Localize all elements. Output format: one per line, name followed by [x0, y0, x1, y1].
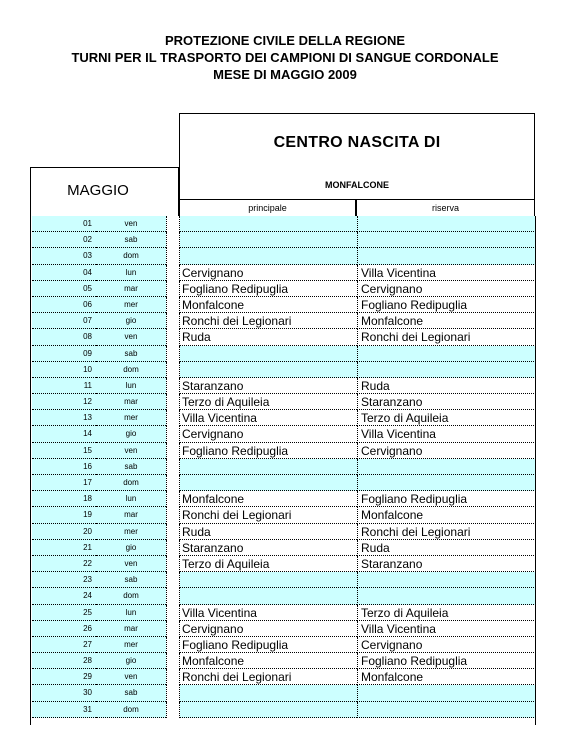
table-row [30, 556, 536, 572]
day-number-cell: 08 [32, 329, 96, 345]
weekday-cell: mer [96, 297, 166, 313]
principale-cell: Villa Vicentina [180, 605, 357, 621]
schedule-table [30, 216, 536, 718]
table-row [30, 669, 536, 685]
month-label: MAGGIO [67, 182, 129, 199]
spacer-cell [166, 265, 180, 281]
riserva-cell: Staranzano [357, 556, 536, 572]
principale-cell: Cervignano [180, 621, 357, 637]
principale-cell: Ruda [180, 524, 357, 540]
weekday-cell: ven [96, 216, 166, 232]
spacer-cell [166, 702, 180, 718]
principale-cell [180, 362, 357, 378]
riserva-cell [357, 572, 536, 588]
principale-cell: Monfalcone [180, 297, 357, 313]
principale-cell [180, 702, 357, 718]
riserva-cell: Staranzano [357, 394, 536, 410]
spacer-cell [166, 669, 180, 685]
day-number-cell: 30 [32, 685, 96, 701]
weekday-cell: mer [96, 410, 166, 426]
spacer-cell [166, 621, 180, 637]
riserva-cell: Monfalcone [357, 507, 536, 523]
riserva-cell: Terzo di Aquileia [357, 410, 536, 426]
riserva-cell [357, 362, 536, 378]
day-number-cell: 29 [32, 669, 96, 685]
day-number-cell: 15 [32, 443, 96, 459]
day-number-cell: 13 [32, 410, 96, 426]
table-row [30, 378, 536, 394]
riserva-cell: Cervignano [357, 443, 536, 459]
spacer-cell [166, 378, 180, 394]
principale-cell: Ruda [180, 329, 357, 345]
spacer-cell [166, 475, 180, 491]
table-row [30, 653, 536, 669]
day-number-cell: 10 [32, 362, 96, 378]
column-header-riserva: riserva [357, 199, 535, 216]
riserva-cell [357, 702, 536, 718]
day-number-cell: 22 [32, 556, 96, 572]
weekday-cell: mar [96, 621, 166, 637]
spacer-cell [166, 329, 180, 345]
table-row [30, 637, 536, 653]
table-row [30, 605, 536, 621]
day-number-cell: 26 [32, 621, 96, 637]
weekday-cell: mar [96, 507, 166, 523]
table-row [30, 443, 536, 459]
principale-cell: Villa Vicentina [180, 410, 357, 426]
weekday-cell: dom [96, 475, 166, 491]
table-row [30, 507, 536, 523]
principale-cell [180, 685, 357, 701]
principale-cell: Fogliano Redipuglia [180, 637, 357, 653]
table-row [30, 572, 536, 588]
weekday-cell: sab [96, 459, 166, 475]
weekday-cell: gio [96, 653, 166, 669]
spacer-cell [166, 556, 180, 572]
weekday-cell: mar [96, 281, 166, 297]
riserva-cell: Ronchi dei Legionari [357, 329, 536, 345]
weekday-cell: sab [96, 572, 166, 588]
weekday-cell: lun [96, 491, 166, 507]
weekday-cell: dom [96, 248, 166, 264]
spacer-cell [166, 524, 180, 540]
spacer-cell [166, 507, 180, 523]
riserva-cell [357, 216, 536, 232]
month-header-box [30, 167, 179, 216]
doc-title-line2: TURNI PER IL TRASPORTO DEI CAMPIONI DI SANGUE CORDONALE [71, 50, 499, 65]
riserva-cell: Terzo di Aquileia [357, 605, 536, 621]
doc-title-line1: PROTEZIONE CIVILE DELLA REGIONE [164, 33, 406, 48]
day-number-cell: 18 [32, 491, 96, 507]
principale-cell [180, 248, 357, 264]
riserva-cell: Fogliano Redipuglia [357, 297, 536, 313]
table-row [30, 329, 536, 345]
table-row [30, 491, 536, 507]
principale-cell: Ronchi dei Legionari [180, 669, 357, 685]
principale-cell: Ronchi dei Legionari [180, 313, 357, 329]
table-row [30, 297, 536, 313]
weekday-cell: ven [96, 443, 166, 459]
riserva-cell: Ruda [357, 540, 536, 556]
spacer-cell [166, 216, 180, 232]
day-number-cell: 17 [32, 475, 96, 491]
spacer-cell [166, 410, 180, 426]
spacer-cell [166, 491, 180, 507]
table-row [30, 475, 536, 491]
spacer-cell [166, 394, 180, 410]
spacer-cell [166, 572, 180, 588]
table-right-border [535, 216, 536, 725]
day-number-cell: 01 [32, 216, 96, 232]
day-number-cell: 02 [32, 232, 96, 248]
riserva-cell: Monfalcone [357, 669, 536, 685]
table-row [30, 394, 536, 410]
day-number-cell: 11 [32, 378, 96, 394]
table-row [30, 685, 536, 701]
day-number-cell: 05 [32, 281, 96, 297]
day-number-cell: 19 [32, 507, 96, 523]
day-number-cell: 09 [32, 346, 96, 362]
spacer-cell [166, 281, 180, 297]
spacer-cell [166, 346, 180, 362]
spacer-cell [166, 248, 180, 264]
spacer-cell [166, 426, 180, 442]
principale-cell [180, 459, 357, 475]
weekday-cell: sab [96, 232, 166, 248]
riserva-cell: Villa Vicentina [357, 621, 536, 637]
table-row [30, 362, 536, 378]
weekday-cell: mer [96, 524, 166, 540]
principale-cell: Terzo di Aquileia [180, 556, 357, 572]
principale-cell [180, 232, 357, 248]
weekday-cell: dom [96, 588, 166, 604]
table-row [30, 248, 536, 264]
weekday-cell: sab [96, 346, 166, 362]
riserva-cell: Villa Vicentina [357, 426, 536, 442]
day-number-cell: 28 [32, 653, 96, 669]
riserva-cell [357, 459, 536, 475]
centro-header-box [179, 113, 535, 199]
spacer-cell [166, 685, 180, 701]
weekday-cell: ven [96, 329, 166, 345]
weekday-cell: gio [96, 426, 166, 442]
riserva-cell: Villa Vicentina [357, 265, 536, 281]
principale-cell [180, 572, 357, 588]
riserva-cell [357, 248, 536, 264]
day-number-cell: 12 [32, 394, 96, 410]
principale-cell: Ronchi dei Legionari [180, 507, 357, 523]
centro-title: CENTRO NASCITA DI [273, 134, 441, 151]
riserva-cell: Monfalcone [357, 313, 536, 329]
day-number-cell: 06 [32, 297, 96, 313]
table-row [30, 410, 536, 426]
spacer-cell [166, 588, 180, 604]
table-row [30, 588, 536, 604]
spacer-cell [166, 540, 180, 556]
day-number-cell: 24 [32, 588, 96, 604]
principale-cell: Monfalcone [180, 653, 357, 669]
riserva-cell: Cervignano [357, 637, 536, 653]
weekday-cell: mer [96, 637, 166, 653]
table-row [30, 540, 536, 556]
weekday-cell: mar [96, 394, 166, 410]
principale-cell [180, 475, 357, 491]
spacer-cell [166, 313, 180, 329]
table-row [30, 346, 536, 362]
spacer-cell [166, 362, 180, 378]
principale-cell: Monfalcone [180, 491, 357, 507]
spacer-cell [166, 443, 180, 459]
spacer-cell [166, 459, 180, 475]
weekday-cell: gio [96, 313, 166, 329]
doc-title-line3: MESE DI MAGGIO 2009 [213, 67, 357, 82]
spacer-cell [166, 637, 180, 653]
table-row [30, 621, 536, 637]
day-number-cell: 03 [32, 248, 96, 264]
riserva-cell: Ruda [357, 378, 536, 394]
riserva-cell: Ronchi dei Legionari [357, 524, 536, 540]
day-number-cell: 07 [32, 313, 96, 329]
day-number-cell: 31 [32, 702, 96, 718]
riserva-cell: Fogliano Redipuglia [357, 653, 536, 669]
principale-cell: Staranzano [180, 378, 357, 394]
riserva-cell [357, 232, 536, 248]
riserva-cell [357, 346, 536, 362]
principale-cell: Cervignano [180, 265, 357, 281]
table-row [30, 426, 536, 442]
principale-cell [180, 588, 357, 604]
day-number-cell: 23 [32, 572, 96, 588]
day-number-cell: 25 [32, 605, 96, 621]
spacer-cell [166, 297, 180, 313]
weekday-cell: lun [96, 605, 166, 621]
table-row [30, 216, 536, 232]
weekday-cell: dom [96, 702, 166, 718]
table-row [30, 524, 536, 540]
weekday-cell: dom [96, 362, 166, 378]
table-row [30, 702, 536, 718]
principale-cell [180, 346, 357, 362]
weekday-cell: ven [96, 669, 166, 685]
day-number-cell: 16 [32, 459, 96, 475]
table-row [30, 459, 536, 475]
day-number-cell: 04 [32, 265, 96, 281]
riserva-cell [357, 588, 536, 604]
weekday-cell: gio [96, 540, 166, 556]
day-number-cell: 27 [32, 637, 96, 653]
day-number-cell: 21 [32, 540, 96, 556]
spacer-cell [166, 605, 180, 621]
riserva-cell [357, 685, 536, 701]
riserva-cell: Fogliano Redipuglia [357, 491, 536, 507]
spacer-cell [166, 653, 180, 669]
principale-cell: Fogliano Redipuglia [180, 281, 357, 297]
principale-cell [180, 216, 357, 232]
table-row [30, 265, 536, 281]
day-number-cell: 14 [32, 426, 96, 442]
riserva-cell: Cervignano [357, 281, 536, 297]
principale-cell: Cervignano [180, 426, 357, 442]
centro-subtitle: MONFALCONE [325, 180, 389, 190]
weekday-cell: lun [96, 265, 166, 281]
table-left-border [30, 216, 31, 725]
principale-cell: Fogliano Redipuglia [180, 443, 357, 459]
spacer-cell [166, 232, 180, 248]
table-row [30, 232, 536, 248]
column-header-principale: principale [179, 199, 357, 216]
principale-cell: Terzo di Aquileia [180, 394, 357, 410]
table-row [30, 281, 536, 297]
weekday-cell: sab [96, 685, 166, 701]
weekday-cell: lun [96, 378, 166, 394]
weekday-cell: ven [96, 556, 166, 572]
table-row [30, 313, 536, 329]
principale-cell: Staranzano [180, 540, 357, 556]
day-number-cell: 20 [32, 524, 96, 540]
riserva-cell [357, 475, 536, 491]
